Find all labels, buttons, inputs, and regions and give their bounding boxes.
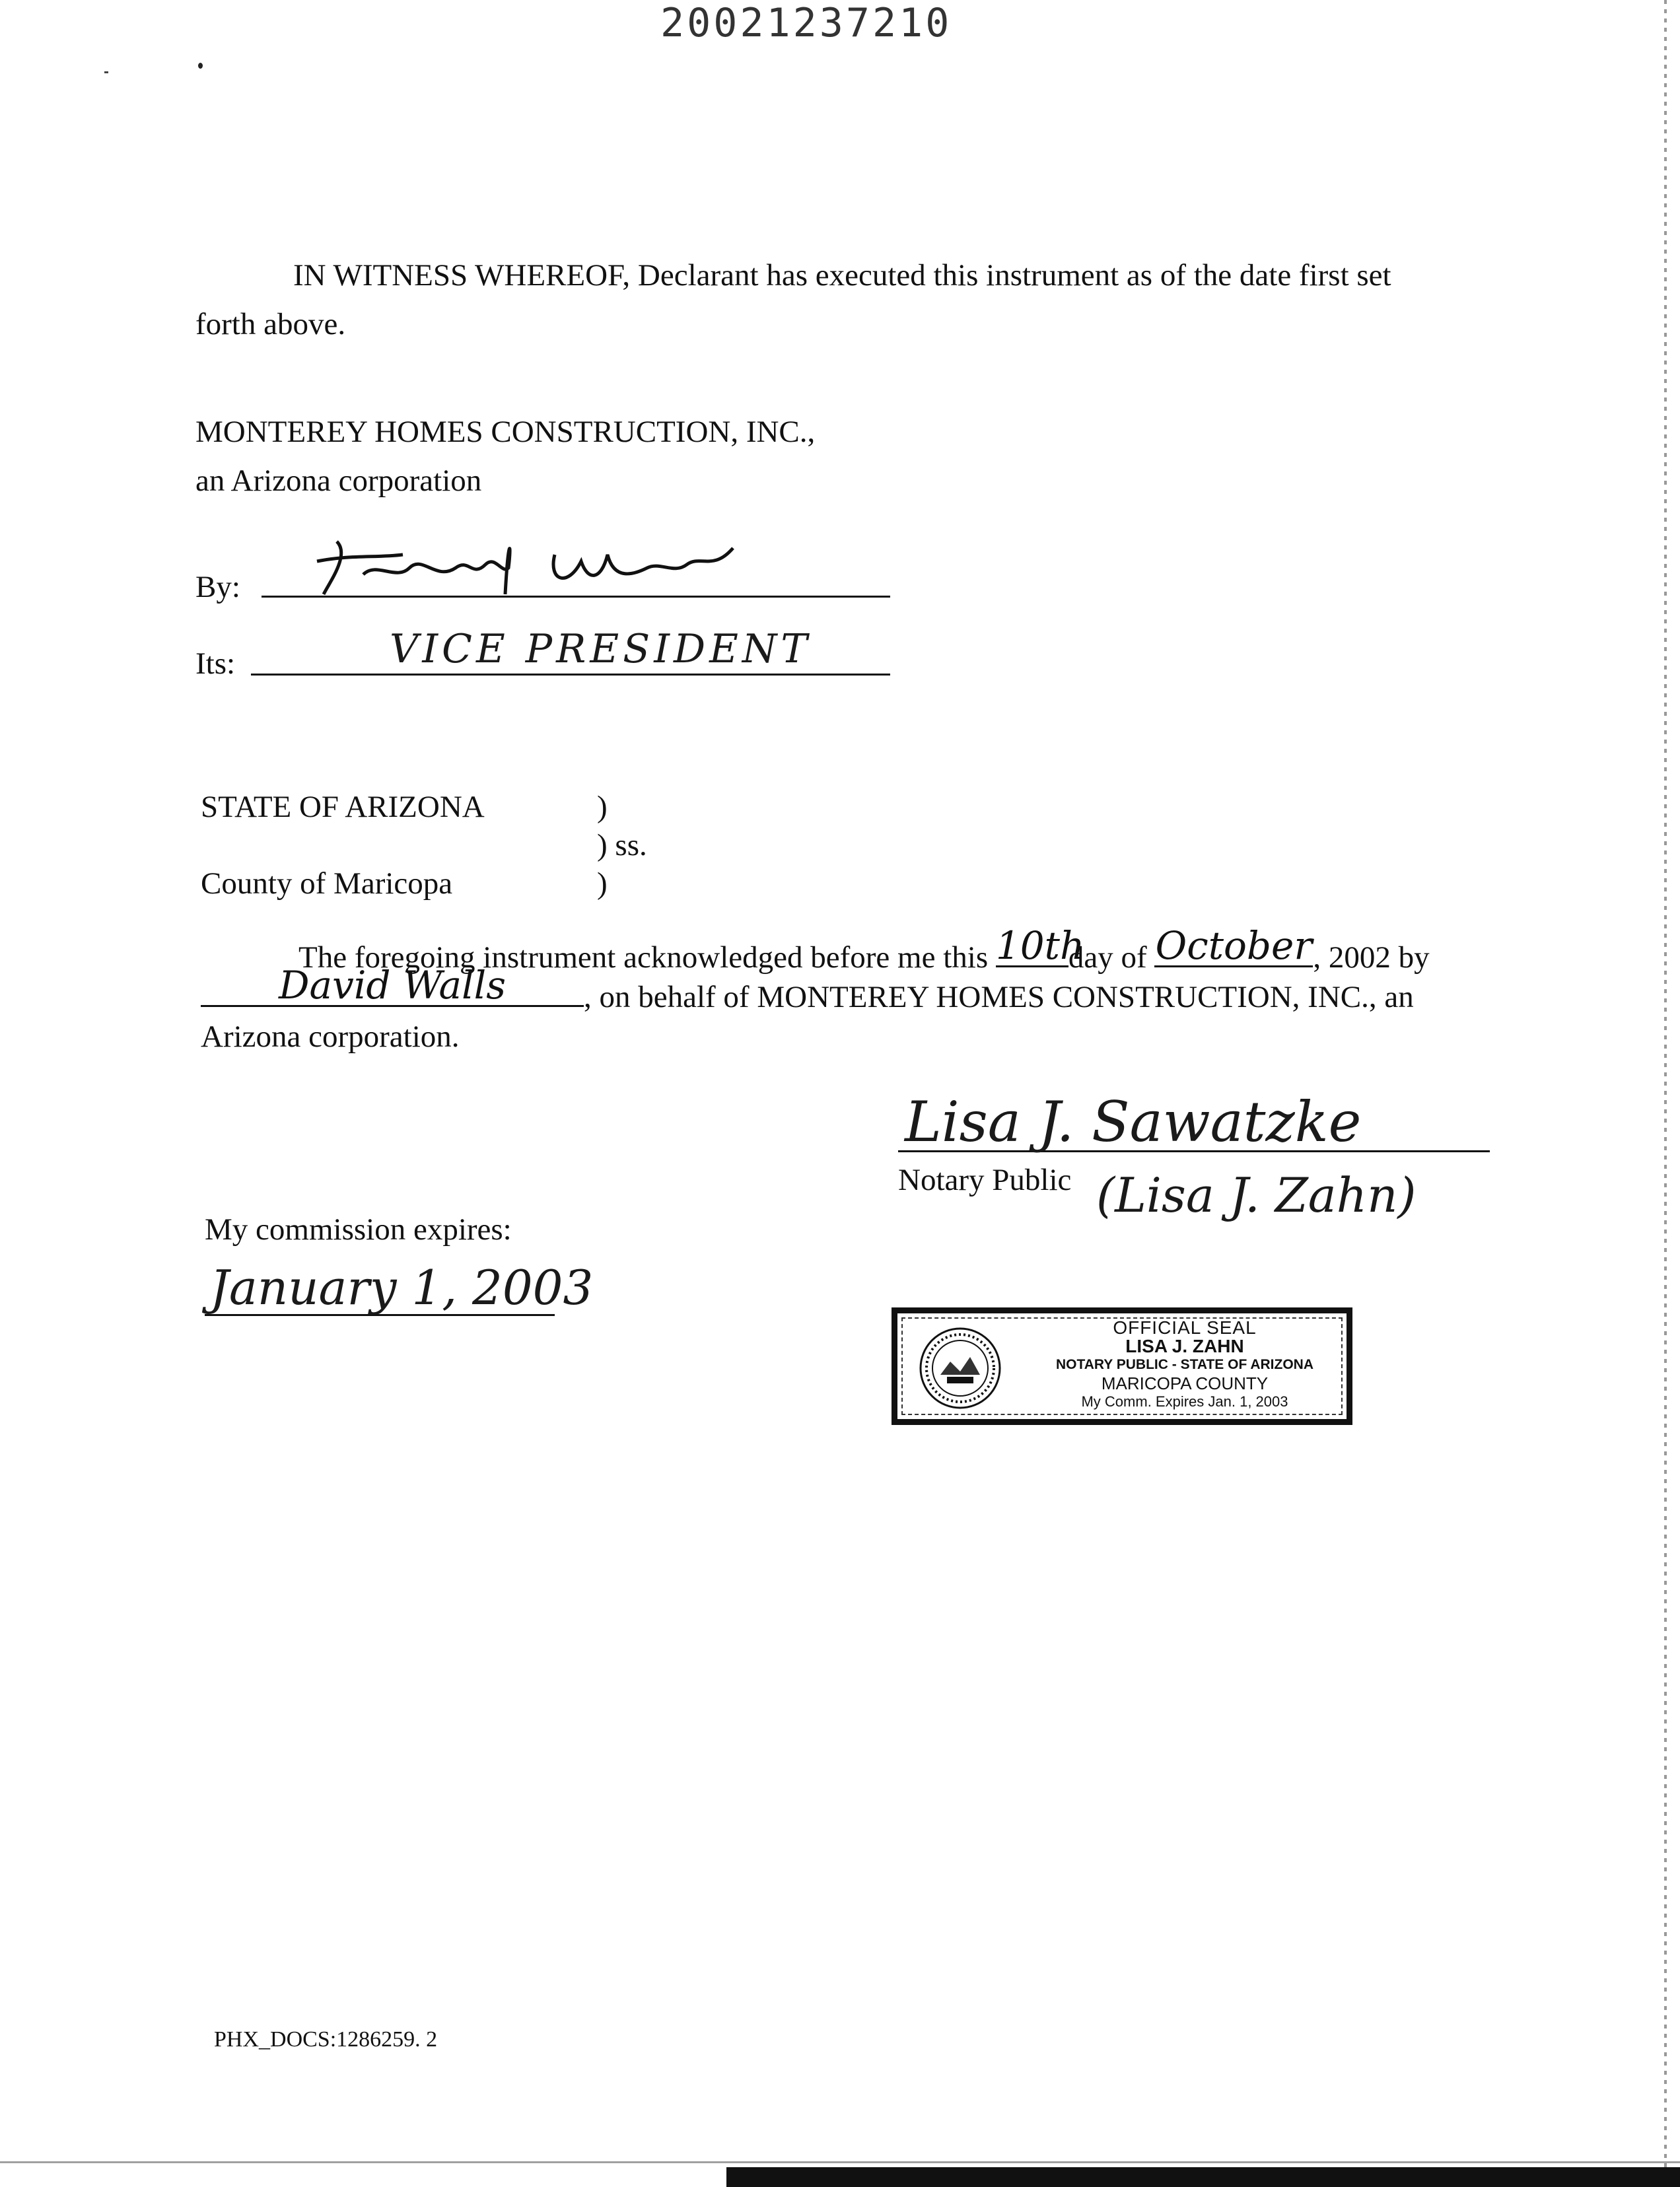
acknowledgment-line-3: Arizona corporation.: [201, 1020, 460, 1054]
company-type: an Arizona corporation: [195, 464, 482, 498]
its-line: [251, 674, 890, 676]
speck-mark: [198, 63, 203, 69]
speck-mark: [104, 71, 108, 73]
seal-county: MARICOPA COUNTY: [1101, 1373, 1269, 1393]
acknowledgment-text: day of: [1068, 940, 1147, 975]
venue-block: [201, 789, 729, 921]
seal-heading: OFFICIAL SEAL: [1113, 1317, 1257, 1338]
month-value: October: [1155, 923, 1313, 968]
by-label: By:: [195, 570, 240, 604]
venue-state: STATE OF ARIZONA: [201, 790, 485, 824]
venue-paren: ): [597, 866, 608, 901]
acknowledgment-text: , 2002 by: [1313, 940, 1430, 975]
notary-public-label: Notary Public: [898, 1163, 1072, 1197]
notary-printed-name: (Lisa J. Zahn): [1096, 1167, 1417, 1223]
seal-notary-name: LISA J. ZAHN: [1125, 1336, 1244, 1356]
signer-name-field: [201, 963, 584, 1008]
state-seal-emblem: [911, 1325, 1010, 1411]
commission-label: My commission expires:: [205, 1212, 512, 1247]
seal-expiration: My Comm. Expires Jan. 1, 2003: [1081, 1393, 1288, 1410]
company-block: [195, 407, 815, 505]
witness-line-2: forth above.: [195, 307, 346, 341]
by-signature: [310, 528, 759, 601]
company-name: MONTEREY HOMES CONSTRUCTION, INC.,: [195, 415, 816, 449]
day-field: [995, 923, 1085, 968]
document-reference: PHX_DOCS:1286259. 2: [214, 2027, 438, 2052]
acknowledgment-text: The foregoing instrument acknowledged before me this: [298, 940, 989, 975]
acknowledgment-text: , on behalf of MONTEREY HOMES CONSTRUCTION, INC., an: [584, 980, 1414, 1014]
scan-edge-artifact: [0, 2161, 1680, 2163]
witness-line-1: IN WITNESS WHEREOF, Declarant has executed this instrument as of the date first set: [293, 258, 1391, 293]
venue-county: County of Maricopa: [201, 866, 453, 901]
its-label: Its:: [195, 646, 236, 681]
scan-edge-artifact: [1664, 0, 1667, 2187]
its-value: VICE PRESIDENT: [390, 626, 812, 672]
witness-clause: [195, 251, 1490, 349]
notary-seal: [892, 1307, 1352, 1425]
acknowledgment-paragraph: [201, 923, 1495, 1057]
notary-signature: Lisa J. Sawatzke: [905, 1090, 1362, 1154]
venue-paren: ): [597, 790, 608, 824]
venue-ss: ) ss.: [597, 828, 647, 862]
commission-date: January 1, 2003: [210, 1260, 594, 1315]
acknowledgment-line-2: [201, 963, 1495, 1017]
seal-text: [1030, 1319, 1340, 1411]
month-field: [1154, 923, 1313, 968]
signer-name-value: David Walls: [279, 963, 506, 1008]
recording-number: 20021237210: [660, 0, 952, 46]
scan-edge-artifact: [726, 2167, 1680, 2187]
seal-notary-state: NOTARY PUBLIC - STATE OF ARIZONA: [1055, 1357, 1314, 1372]
day-value: 10th: [995, 923, 1085, 968]
